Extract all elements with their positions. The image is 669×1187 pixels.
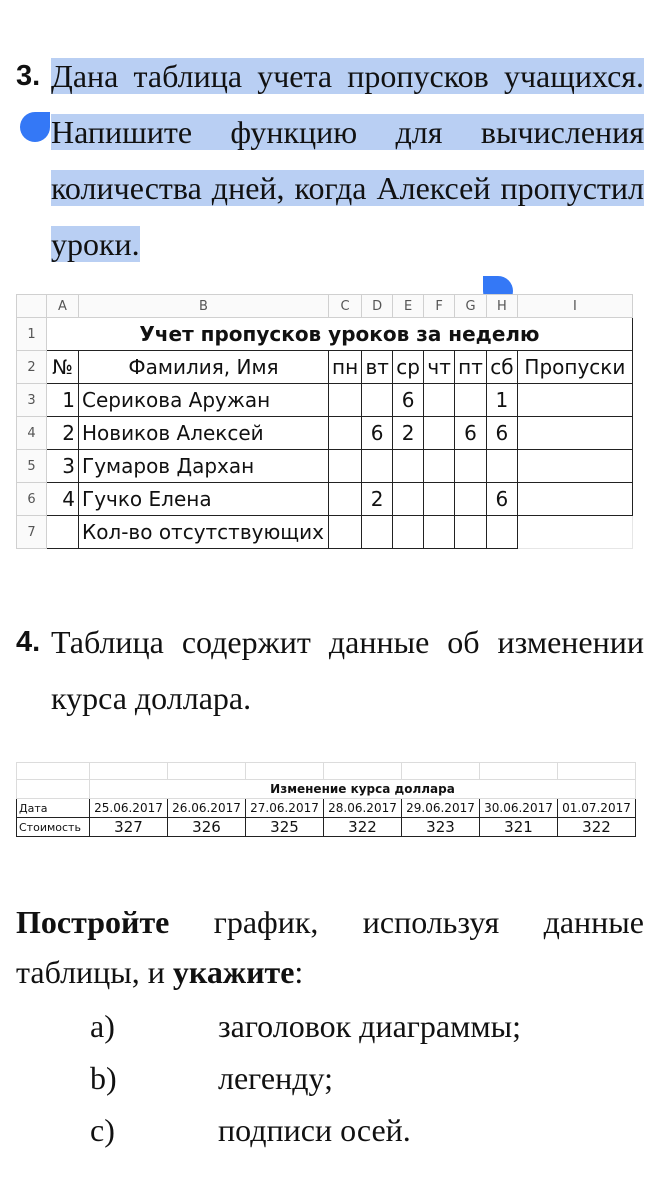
value-cell: 323 — [402, 818, 480, 837]
cell — [362, 384, 393, 417]
list-text: легенду; — [218, 1060, 333, 1096]
date-cell: 25.06.2017 — [90, 799, 168, 818]
row-header[interactable]: 7 — [17, 516, 47, 549]
table-title: Учет пропусков уроков за неделю — [47, 318, 633, 351]
cell — [17, 763, 90, 780]
requirements-list — [90, 1000, 521, 1156]
cell — [393, 516, 424, 549]
table-row — [17, 384, 633, 417]
cell — [424, 516, 455, 549]
cell — [324, 763, 402, 780]
list-text: подписи осей. — [218, 1112, 411, 1148]
cell: 1 — [47, 384, 79, 417]
value-cell: 322 — [324, 818, 402, 837]
cell — [362, 516, 393, 549]
cell: Серикова Аружан — [79, 384, 329, 417]
date-cell: 26.06.2017 — [168, 799, 246, 818]
cell — [486, 516, 517, 549]
list-marker: a) — [90, 1008, 115, 1044]
value-row — [17, 818, 636, 837]
task-3 — [16, 48, 644, 272]
row-header[interactable]: 4 — [17, 417, 47, 450]
header-cell: Пропуски — [517, 351, 632, 384]
header-cell: вт — [362, 351, 393, 384]
cell — [329, 483, 362, 516]
footer-label: Кол-во отсутствующих — [79, 516, 329, 549]
header-cell: пт — [455, 351, 487, 384]
table-title-row — [17, 780, 636, 799]
table-row — [17, 516, 633, 549]
value-cell: 322 — [558, 818, 636, 837]
row-header[interactable]: 3 — [17, 384, 47, 417]
table-top-row — [17, 763, 636, 780]
row-label: Дата — [17, 799, 90, 818]
task-3-number: 3. — [16, 60, 41, 92]
cell — [558, 763, 636, 780]
column-header[interactable]: C — [329, 295, 362, 318]
cell — [17, 780, 90, 799]
value-cell: 321 — [480, 818, 558, 837]
cell — [329, 417, 362, 450]
selected-text[interactable]: Дана таблица учета пропусков учащихся. Напишите функцию для вычисления количества дней, когда Алексей пропустил уроки. — [51, 58, 644, 262]
instruction-paragraph — [16, 897, 644, 997]
list-item — [90, 1104, 521, 1156]
table-row — [17, 318, 633, 351]
row-header[interactable]: 1 — [17, 318, 47, 351]
cell: 1 — [486, 384, 517, 417]
date-cell: 28.06.2017 — [324, 799, 402, 818]
cell: 6 — [393, 384, 424, 417]
cell — [480, 763, 558, 780]
header-cell: чт — [424, 351, 455, 384]
instruction-bold-2: укажите — [172, 954, 295, 990]
cell — [455, 516, 487, 549]
date-cell: 01.07.2017 — [558, 799, 636, 818]
cell: 6 — [486, 483, 517, 516]
cell — [455, 483, 487, 516]
cell — [393, 483, 424, 516]
cell — [424, 384, 455, 417]
row-header[interactable]: 2 — [17, 351, 47, 384]
cell — [246, 763, 324, 780]
value-cell: 326 — [168, 818, 246, 837]
value-cell: 325 — [246, 818, 324, 837]
cell: 6 — [486, 417, 517, 450]
cell: 6 — [362, 417, 393, 450]
list-marker: b) — [90, 1060, 117, 1096]
cell — [517, 516, 632, 549]
cell — [47, 516, 79, 549]
corner-cell — [17, 295, 47, 318]
cell — [517, 417, 632, 450]
cell: 2 — [47, 417, 79, 450]
date-row — [17, 799, 636, 818]
cell — [455, 450, 487, 483]
date-cell: 30.06.2017 — [480, 799, 558, 818]
cell: 3 — [47, 450, 79, 483]
cell: Гучко Елена — [79, 483, 329, 516]
header-cell: ср — [393, 351, 424, 384]
row-header[interactable]: 6 — [17, 483, 47, 516]
cell — [402, 763, 480, 780]
cell — [424, 417, 455, 450]
column-header[interactable]: F — [424, 295, 455, 318]
cell: 2 — [393, 417, 424, 450]
cell: 2 — [362, 483, 393, 516]
column-header[interactable]: B — [79, 295, 329, 318]
list-item — [90, 1052, 521, 1104]
column-header[interactable]: H — [486, 295, 517, 318]
row-label: Стоимость — [17, 818, 90, 837]
task-4 — [16, 614, 644, 726]
table-title: Изменение курса доллара — [90, 780, 636, 799]
list-text: заголовок диаграммы; — [218, 1008, 521, 1044]
cell — [393, 450, 424, 483]
cell: Новиков Алексей — [79, 417, 329, 450]
cell — [168, 763, 246, 780]
header-cell: сб — [486, 351, 517, 384]
table-row — [17, 417, 633, 450]
cell — [517, 384, 632, 417]
selection-start-handle[interactable] — [20, 112, 50, 142]
instruction-end: : — [294, 954, 304, 990]
header-cell: № — [47, 351, 79, 384]
column-header[interactable]: G — [455, 295, 487, 318]
cell — [424, 483, 455, 516]
table-row — [17, 450, 633, 483]
header-cell: Фамилия, Имя — [79, 351, 329, 384]
cell: Гумаров Дархан — [79, 450, 329, 483]
row-header[interactable]: 5 — [17, 450, 47, 483]
column-header[interactable]: D — [362, 295, 393, 318]
instruction-bold-1: Постройте — [16, 904, 170, 940]
column-header[interactable]: I — [517, 295, 632, 318]
column-header[interactable]: E — [393, 295, 424, 318]
attendance-table — [16, 294, 633, 549]
cell — [517, 483, 632, 516]
cell — [362, 450, 393, 483]
date-cell: 29.06.2017 — [402, 799, 480, 818]
cell — [455, 384, 487, 417]
table-row — [17, 483, 633, 516]
list-item — [90, 1000, 521, 1052]
cell — [90, 763, 168, 780]
cell: 4 — [47, 483, 79, 516]
cell — [329, 450, 362, 483]
table-header-row — [17, 351, 633, 384]
cell — [329, 384, 362, 417]
cell — [424, 450, 455, 483]
header-cell: пн — [329, 351, 362, 384]
cell — [486, 450, 517, 483]
task-4-number: 4. — [16, 626, 41, 658]
cell: 6 — [455, 417, 487, 450]
task-3-text[interactable] — [51, 48, 644, 272]
dollar-rate-table — [16, 762, 636, 837]
date-cell: 27.06.2017 — [246, 799, 324, 818]
task-4-text: Таблица содержит данные об изменении курса доллара. — [51, 624, 644, 716]
list-marker: c) — [90, 1112, 115, 1148]
column-header[interactable]: A — [47, 295, 79, 318]
cell — [517, 450, 632, 483]
cell — [329, 516, 362, 549]
column-header-row — [17, 295, 633, 318]
value-cell: 327 — [90, 818, 168, 837]
instruction-text: график, используя данные таблицы, и — [16, 904, 644, 990]
